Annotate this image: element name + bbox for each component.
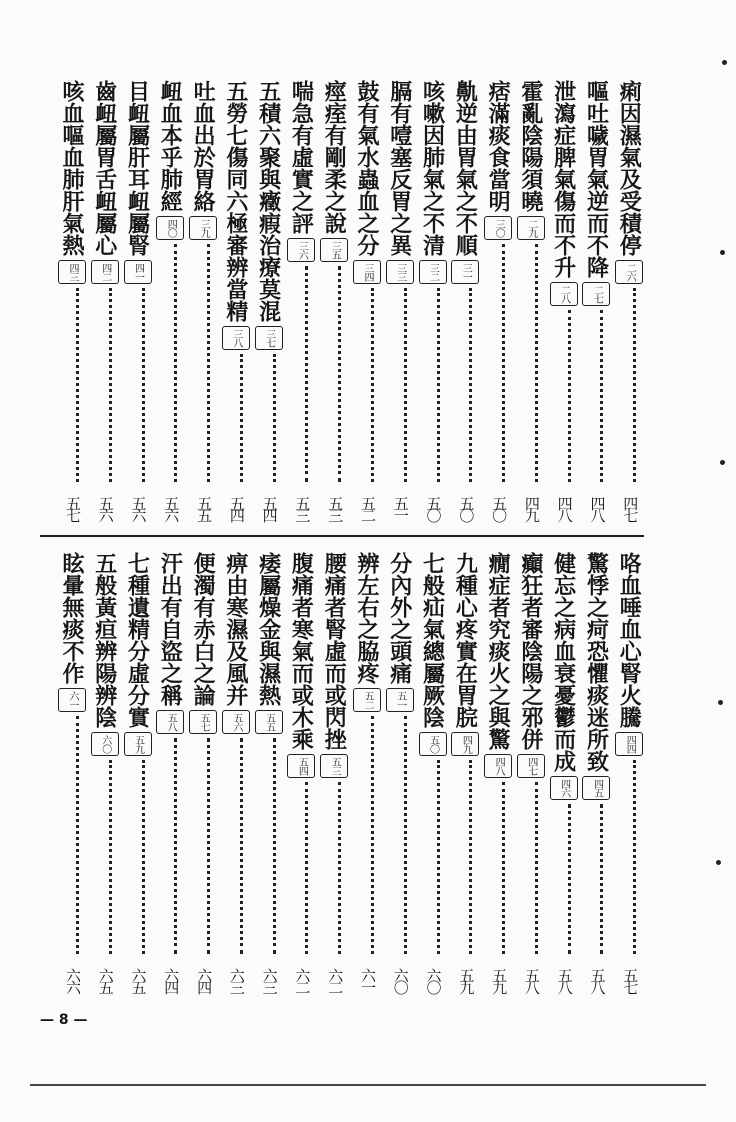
dot-leader	[273, 354, 276, 482]
entry-number: 六一	[58, 688, 86, 712]
entry-title: 五般黃疸辨陽辨陰	[91, 552, 118, 728]
entry-title: 腰痛者腎虛而或閃挫	[321, 552, 348, 750]
entry-page: 五〇	[457, 496, 476, 520]
entry-number: 三七	[255, 326, 283, 350]
entry-page: 五〇	[490, 496, 509, 520]
entry-column	[289, 80, 315, 482]
entry-column	[224, 552, 250, 954]
entry-title: 汗出有自盜之稱	[157, 552, 184, 706]
entry-page: 五五	[195, 496, 214, 520]
dot-leader	[469, 288, 472, 482]
entry-number: 五六	[222, 710, 250, 734]
entry-title: 鼓有氣水蟲血之分	[353, 80, 380, 256]
entry-number: 四八	[484, 754, 512, 778]
dot-leader	[568, 804, 571, 954]
entry-column	[126, 80, 152, 482]
dot-leader	[469, 760, 472, 954]
entry-page: 六三	[260, 968, 279, 992]
entry-column	[617, 552, 643, 954]
entry-column	[552, 80, 578, 482]
edge-mark	[716, 860, 721, 865]
dot-leader	[600, 310, 603, 482]
entry-column	[355, 552, 381, 954]
dot-leader	[437, 288, 440, 482]
dot-leader	[633, 288, 636, 482]
dot-leader	[109, 760, 112, 954]
entry-column	[60, 552, 86, 954]
entry-number: 二七	[582, 282, 610, 306]
dot-leader	[240, 354, 243, 482]
entry-page: 四九	[522, 496, 541, 520]
entry-page: 五三	[293, 496, 312, 520]
entry-column	[486, 552, 512, 954]
entry-title: 齒衄屬胃舌衄屬心	[91, 80, 118, 256]
entry-page: 五四	[260, 496, 279, 520]
entry-title: 癇症者究痰火之與驚	[485, 552, 512, 750]
entry-number: 三六	[287, 238, 315, 262]
edge-mark	[718, 700, 723, 705]
entry-title: 衄血本乎肺經	[157, 80, 184, 212]
entry-column	[617, 80, 643, 482]
entry-page: 六二	[326, 968, 345, 992]
entry-number: 四九	[451, 732, 479, 756]
dot-leader	[207, 244, 210, 482]
entry-page: 五一	[391, 496, 410, 520]
entry-title: 喘急有虛實之評	[288, 80, 315, 234]
entry-column	[289, 552, 315, 954]
dot-leader	[502, 782, 505, 954]
entry-column	[421, 552, 447, 954]
upper-index-block	[48, 80, 643, 520]
dot-leader	[338, 782, 341, 954]
entry-page: 六一	[358, 968, 377, 992]
entry-column	[486, 80, 512, 482]
entry-title: 癲狂者審陰陽之邪併	[517, 552, 544, 750]
dot-leader	[273, 738, 276, 954]
entry-page: 六五	[129, 968, 148, 992]
entry-column	[93, 80, 119, 482]
entry-number: 五八	[156, 710, 184, 734]
entry-number: 四五	[582, 776, 610, 800]
dot-leader	[338, 266, 341, 482]
entry-number: 五二	[353, 688, 381, 712]
entry-column	[453, 80, 479, 482]
entry-title: 五積六聚與癥瘕治療莫混	[255, 80, 282, 322]
entry-number: 二八	[550, 282, 578, 306]
entry-title: 腹痛者寒氣而或木乘	[288, 552, 315, 750]
entry-number: 六〇	[91, 732, 119, 756]
entry-title: 泄瀉症脾氣傷而不升	[550, 80, 577, 278]
entry-title: 五勞七傷同六極審辨當精	[222, 80, 249, 322]
entry-number: 三五	[320, 238, 348, 262]
entry-page: 六五	[96, 968, 115, 992]
entry-number: 四四	[615, 732, 643, 756]
entry-column	[322, 552, 348, 954]
entry-column	[93, 552, 119, 954]
dot-leader	[568, 310, 571, 482]
entry-column	[388, 80, 414, 482]
entry-title: 目衄屬肝耳衄屬腎	[124, 80, 151, 256]
section-divider	[40, 535, 644, 537]
entry-number: 五〇	[419, 732, 447, 756]
entry-column	[519, 552, 545, 954]
entry-column	[158, 552, 184, 954]
entry-number: 五三	[320, 754, 348, 778]
entry-title: 鼽逆由胃氣之不順	[452, 80, 479, 256]
entry-column	[257, 80, 283, 482]
entry-page: 六三	[227, 968, 246, 992]
entry-column	[191, 552, 217, 954]
dot-leader	[535, 244, 538, 482]
entry-title: 霍亂陰陽須曉	[517, 80, 544, 212]
page-number: — 8 —	[40, 1012, 88, 1028]
entry-number: 三二	[419, 260, 447, 284]
dot-leader	[142, 760, 145, 954]
dot-leader	[174, 738, 177, 954]
entry-column	[257, 552, 283, 954]
entry-title: 九種心疼實在胃脘	[452, 552, 479, 728]
entry-column	[552, 552, 578, 954]
entry-title: 便濁有赤白之論	[190, 552, 217, 706]
entry-title: 七種遺精分虛分實	[124, 552, 151, 728]
entry-column	[126, 552, 152, 954]
dot-leader	[142, 288, 145, 482]
dot-leader	[502, 244, 505, 482]
entry-title: 眩暈無痰不作	[58, 552, 85, 684]
entry-page: 五八	[555, 968, 574, 992]
entry-number: 三一	[451, 260, 479, 284]
entry-page: 六〇	[391, 968, 410, 992]
entry-page: 五六	[129, 496, 148, 520]
entry-column	[191, 80, 217, 482]
lower-index-block	[48, 552, 643, 992]
dot-leader	[404, 716, 407, 954]
entry-column	[421, 80, 447, 482]
entry-column	[388, 552, 414, 954]
entry-title: 痹由寒濕及風并	[222, 552, 249, 706]
entry-number: 三四	[353, 260, 381, 284]
entry-page: 四七	[621, 496, 640, 520]
dot-leader	[174, 244, 177, 482]
entry-column	[453, 552, 479, 954]
entry-page: 五七	[63, 496, 82, 520]
entry-title: 驚悸之疴恐懼痰迷所致	[583, 552, 610, 772]
entry-page: 五四	[227, 496, 246, 520]
dot-leader	[305, 266, 308, 482]
entry-page: 五八	[588, 968, 607, 992]
entry-page: 四八	[588, 496, 607, 520]
entry-title: 七般疝氣總屬厥陰	[419, 552, 446, 728]
entry-title: 痙痓有剛柔之說	[321, 80, 348, 234]
edge-mark	[720, 460, 725, 465]
entry-page: 五七	[621, 968, 640, 992]
entry-number: 二九	[517, 216, 545, 240]
entry-page: 五二	[358, 496, 377, 520]
dot-leader	[535, 782, 538, 954]
entry-page: 五六	[96, 496, 115, 520]
entry-number: 五七	[189, 710, 217, 734]
entry-column	[224, 80, 250, 482]
dot-leader	[76, 716, 79, 954]
index-entry	[48, 80, 85, 520]
dot-leader	[600, 804, 603, 954]
entry-number: 三〇	[484, 216, 512, 240]
entry-page: 五九	[457, 968, 476, 992]
edge-mark	[722, 60, 727, 65]
page-bottom-edge	[30, 1084, 706, 1086]
entry-page: 五九	[490, 968, 509, 992]
entry-page: 六〇	[424, 968, 443, 992]
entry-column	[158, 80, 184, 482]
dot-leader	[437, 760, 440, 954]
entry-page: 五八	[522, 968, 541, 992]
entry-number: 四〇	[156, 216, 184, 240]
dot-leader	[240, 738, 243, 954]
entry-title: 膈有噎塞反胃之異	[386, 80, 413, 256]
entry-number: 四一	[124, 260, 152, 284]
dot-leader	[371, 288, 374, 482]
entry-page: 五三	[326, 496, 345, 520]
dot-leader	[371, 716, 374, 954]
entry-number: 三八	[222, 326, 250, 350]
entry-title: 痢因濕氣及受積停	[616, 80, 643, 256]
entry-title: 健忘之病血衰憂鬱而成	[550, 552, 577, 772]
entry-page: 六四	[162, 968, 181, 992]
entry-title: 痿屬燥金與濕熱	[255, 552, 282, 706]
dot-leader	[633, 760, 636, 954]
dot-leader	[109, 288, 112, 482]
edge-mark	[720, 250, 725, 255]
dot-leader	[305, 782, 308, 954]
entry-column	[584, 80, 610, 482]
entry-title: 咳嗽因肺氣之不清	[419, 80, 446, 256]
entry-column	[60, 80, 86, 482]
entry-title: 吐血出於胃絡	[190, 80, 217, 212]
index-entry	[48, 552, 85, 992]
entry-page: 六四	[195, 968, 214, 992]
entry-number: 五四	[287, 754, 315, 778]
entry-number: 四三	[58, 260, 86, 284]
entry-number: 五五	[255, 710, 283, 734]
entry-column	[355, 80, 381, 482]
entry-page: 六二	[293, 968, 312, 992]
entry-number: 三三	[386, 260, 414, 284]
entry-page: 四八	[555, 496, 574, 520]
entry-column	[584, 552, 610, 954]
entry-number: 三九	[189, 216, 217, 240]
entry-title: 咯血唾血心腎火騰	[616, 552, 643, 728]
entry-column	[322, 80, 348, 482]
entry-number: 四七	[517, 754, 545, 778]
dot-leader	[76, 288, 79, 482]
entry-number: 五九	[124, 732, 152, 756]
entry-title: 痞滿痰食當明	[485, 80, 512, 212]
entry-title: 嘔吐噦胃氣逆而不降	[583, 80, 610, 278]
dot-leader	[207, 738, 210, 954]
entry-number: 四六	[550, 776, 578, 800]
entry-title: 辨左右之脇疼	[353, 552, 380, 684]
entry-column	[519, 80, 545, 482]
entry-page: 五六	[162, 496, 181, 520]
entry-number: 四二	[91, 260, 119, 284]
entry-number: 五一	[386, 688, 414, 712]
entry-title: 咳血嘔血肺肝氣熱	[58, 80, 85, 256]
entry-page: 五〇	[424, 496, 443, 520]
dot-leader	[404, 288, 407, 482]
entry-page: 六六	[63, 968, 82, 992]
entry-number: 二六	[615, 260, 643, 284]
entry-title: 分內外之頭痛	[386, 552, 413, 684]
